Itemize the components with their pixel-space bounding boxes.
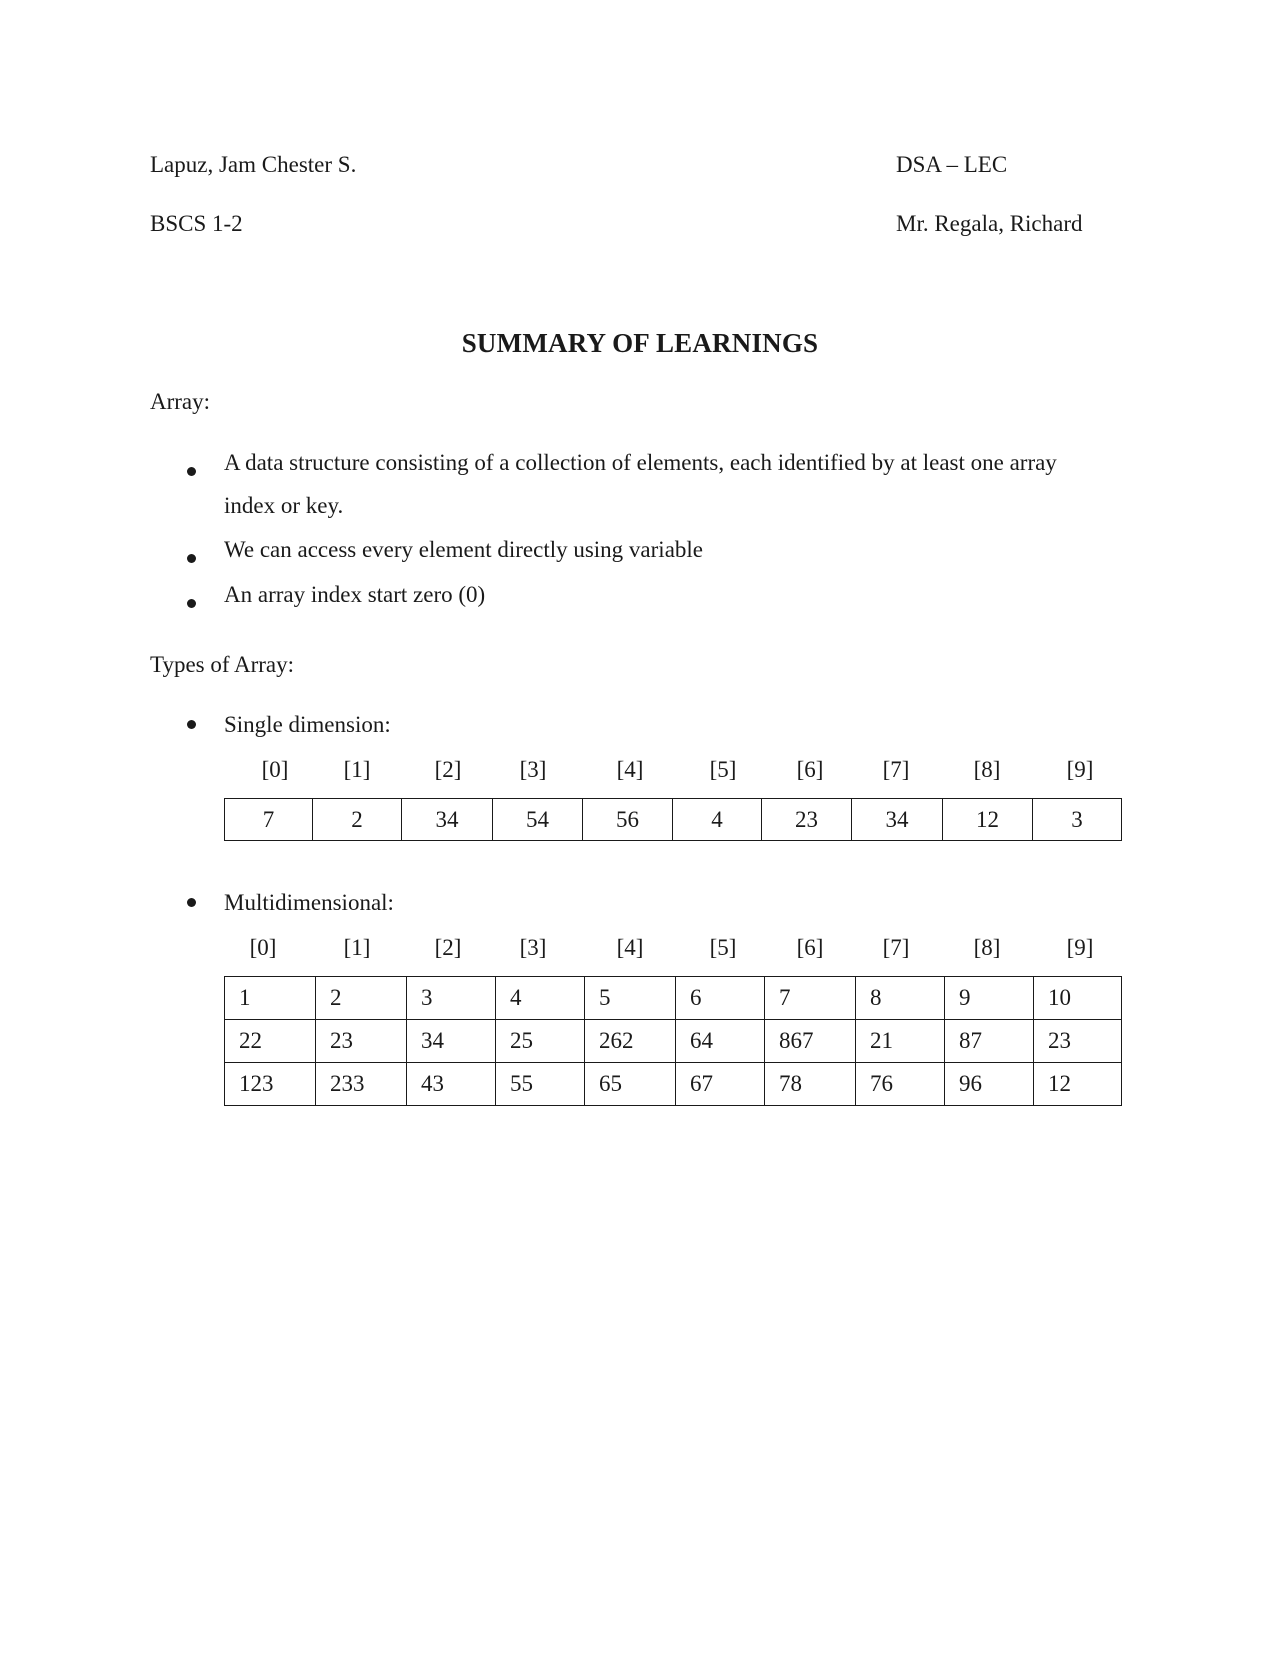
index-label: [7] xyxy=(882,757,910,782)
array-cell: 10 xyxy=(1034,977,1122,1020)
array-cell: 34 xyxy=(407,1020,496,1063)
array-cell: 867 xyxy=(765,1020,856,1063)
array-cell: 76 xyxy=(856,1063,945,1106)
array-bullet-3: An array index start zero (0) xyxy=(224,582,486,607)
student-name: Lapuz, Jam Chester S. xyxy=(150,152,357,177)
index-label: [2] xyxy=(434,757,462,782)
array-cell: 3 xyxy=(1033,799,1122,841)
index-label: [8] xyxy=(973,935,1001,960)
table-row xyxy=(225,1063,1122,1106)
array-cell: 7 xyxy=(765,977,856,1020)
instructor-name: Mr. Regala, Richard xyxy=(896,211,1083,236)
array-cell: 34 xyxy=(852,799,943,841)
array-cell: 4 xyxy=(496,977,585,1020)
array-cell: 25 xyxy=(496,1020,585,1063)
array-cell: 55 xyxy=(496,1063,585,1106)
bullet-icon xyxy=(187,599,196,608)
array-cell: 67 xyxy=(676,1063,765,1106)
index-label: [3] xyxy=(519,935,547,960)
array-cell: 3 xyxy=(407,977,496,1020)
array-cell: 6 xyxy=(676,977,765,1020)
array-cell: 2 xyxy=(316,977,407,1020)
array-cell: 9 xyxy=(945,977,1034,1020)
single-dimension-table xyxy=(224,798,1122,841)
array-cell: 23 xyxy=(762,799,852,841)
index-label: [5] xyxy=(709,757,737,782)
array-cell: 65 xyxy=(585,1063,676,1106)
array-cell: 8 xyxy=(856,977,945,1020)
bullet-icon xyxy=(187,467,196,476)
array-cell: 262 xyxy=(585,1020,676,1063)
bullet-icon xyxy=(187,898,196,907)
array-cell: 34 xyxy=(402,799,493,841)
array-cell: 1 xyxy=(225,977,316,1020)
table-row xyxy=(225,1020,1122,1063)
array-cell: 56 xyxy=(583,799,673,841)
single-index-row xyxy=(225,757,1125,787)
array-cell: 233 xyxy=(316,1063,407,1106)
multidimensional-table xyxy=(224,976,1122,1106)
index-label: [4] xyxy=(616,757,644,782)
array-bullet-1-line-1: A data structure consisting of a collection of elements, each identified by at least one array xyxy=(224,450,1057,475)
table-row xyxy=(225,977,1122,1020)
index-label: [1] xyxy=(343,757,371,782)
array-cell: 43 xyxy=(407,1063,496,1106)
index-label: [9] xyxy=(1066,935,1094,960)
index-label: [6] xyxy=(796,757,824,782)
array-cell: 7 xyxy=(225,799,313,841)
index-label: [0] xyxy=(249,935,277,960)
index-label: [0] xyxy=(261,757,289,782)
page-title: SUMMARY OF LEARNINGS xyxy=(461,328,819,358)
class-section: BSCS 1-2 xyxy=(150,211,243,236)
index-label: [9] xyxy=(1066,757,1094,782)
array-cell: 54 xyxy=(493,799,583,841)
table-row xyxy=(225,799,1122,841)
index-label: [4] xyxy=(616,935,644,960)
index-label: [7] xyxy=(882,935,910,960)
subject-code: DSA – LEC xyxy=(896,152,1008,177)
array-cell: 23 xyxy=(316,1020,407,1063)
array-cell: 96 xyxy=(945,1063,1034,1106)
array-cell: 12 xyxy=(1034,1063,1122,1106)
multidimensional-label: Multidimensional: xyxy=(224,890,394,915)
array-cell: 12 xyxy=(943,799,1033,841)
array-cell: 2 xyxy=(313,799,402,841)
array-cell: 87 xyxy=(945,1020,1034,1063)
array-cell: 21 xyxy=(856,1020,945,1063)
bullet-icon xyxy=(187,554,196,563)
array-cell: 123 xyxy=(225,1063,316,1106)
array-cell: 22 xyxy=(225,1020,316,1063)
multi-index-row xyxy=(225,935,1125,965)
index-label: [8] xyxy=(973,757,1001,782)
array-bullet-1-line-2: index or key. xyxy=(224,493,344,518)
single-dimension-label: Single dimension: xyxy=(224,712,391,737)
array-cell: 4 xyxy=(673,799,762,841)
array-cell: 78 xyxy=(765,1063,856,1106)
bullet-icon xyxy=(187,720,196,729)
types-heading: Types of Array: xyxy=(150,652,295,677)
array-cell: 5 xyxy=(585,977,676,1020)
index-label: [2] xyxy=(434,935,462,960)
index-label: [5] xyxy=(709,935,737,960)
array-cell: 23 xyxy=(1034,1020,1122,1063)
array-cell: 64 xyxy=(676,1020,765,1063)
index-label: [3] xyxy=(519,757,547,782)
index-label: [1] xyxy=(343,935,371,960)
index-label: [6] xyxy=(796,935,824,960)
array-bullet-2: We can access every element directly using variable xyxy=(224,537,704,562)
array-heading: Array: xyxy=(150,389,211,414)
